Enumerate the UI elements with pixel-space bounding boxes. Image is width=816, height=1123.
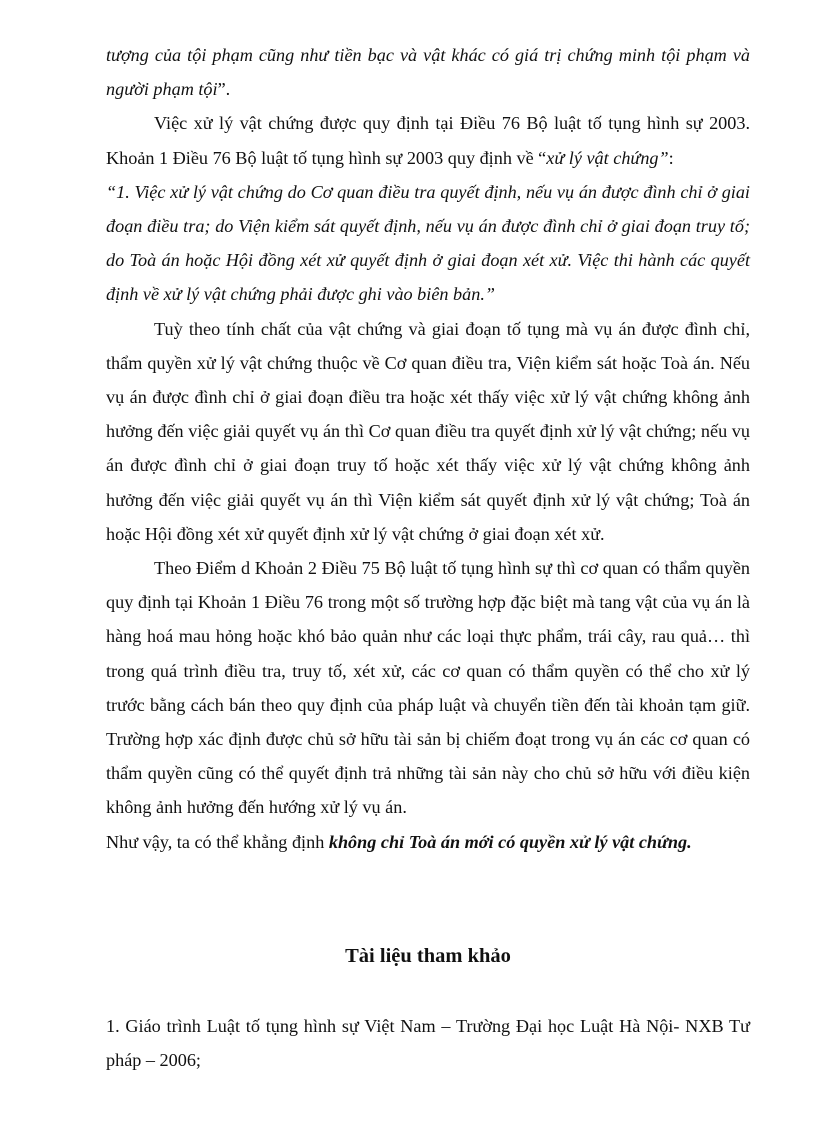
quote-close-mark: ”. [217, 79, 231, 100]
conclusion-emphasis: không chỉ Toà án mới có quyền xử lý vật chứng [328, 831, 688, 852]
reference-item: 1. Giáo trình Luật tố tụng hình sự Việt Nam – Trường Đại học Luật Hà Nội- NXB Tư pháp – 2006; [106, 1015, 750, 1071]
paragraph-article-75: Theo Điểm d Khoản 2 Điều 75 Bộ luật tố tụng hình sự thì cơ quan có thẩm quyền quy định tại Khoản 1 Điều 76 trong một số trường hợp đặc biệt mà tang vật của vụ án là hàng hoá mau hỏng hoặc khó bảo quản như các loại thực phẩm, trái cây, rau quả… thì trong quá trình điều tra, truy tố, xét xử, các cơ quan có thẩm quyền có thể cho xử lý trước bằng cách bán theo quy định của pháp luật và chuyển tiền đến tài khoản tạm giữ. Trường hợp xác định được chủ sở hữu tài sản bị chiếm đoạt trong vụ án các cơ quan có thẩm quyền cũng có thể quyết định trả những tài sản này cho chủ sở hữu với điều kiện không ảnh hưởng đến hướng xử lý vụ án. [106, 558, 750, 818]
quote-text-end: tượng của tội phạm cũng như tiền bạc và vật khác có giá trị chứng minh tội phạm và người phạm tội [106, 45, 750, 100]
paragraph-authority: Tuỳ theo tính chất của vật chứng và giai đoạn tố tụng mà vụ án được đình chỉ, thẩm quyền xử lý vật chứng thuộc về Cơ quan điều tra, Viện kiểm sát hoặc Toà án. Nếu vụ án được đình chỉ ở giai đoạn điều tra hoặc xét thấy việc xử lý vật chứng không ảnh hưởng đến việc giải quyết vụ án thì Cơ quan điều tra quyết định xử lý vật chứng; nếu vụ án được đình chỉ ở giai đoạn truy tố hoặc xét thấy việc xử lý vật chứng không ảnh hưởng đến việc giải quyết vụ án thì Viện kiểm sát quyết định xử lý vật chứng; Toà án hoặc Hội đồng xét xử quyết định xử lý vật chứng ở giai đoạn xét xử. [106, 318, 750, 544]
paragraph-article-76 [106, 106, 750, 174]
article-76-colon: : [668, 147, 674, 168]
conclusion-period: . [687, 831, 692, 852]
article-76-lead: Việc xử lý vật chứng được quy định tại Điều 76 Bộ luật tố tụng hình sự 2003. Khoản 1 Điều 76 Bộ luật tố tụng hình sự 2003 quy định về “ [106, 113, 750, 168]
document-page [106, 38, 750, 1077]
quote-article-76-clause-1: “1. Việc xử lý vật chứng do Cơ quan điều tra quyết định, nếu vụ án được đình chỉ ở giai đoạn điều tra; do Viện kiểm sát quyết định, nếu vụ án được đình chỉ ở giai đoạn truy tố; do Toà án hoặc Hội đồng xét xử quyết định ở giai đoạn xét xử. Việc thi hành các quyết định về xử lý vật chứng phải được ghi vào biên bản.” [106, 181, 750, 305]
references-heading: Tài liệu tham khảo [345, 944, 511, 967]
article-76-term: xử lý vật chứng” [546, 147, 669, 168]
paragraph-quote-end [106, 38, 750, 106]
paragraph-conclusion [106, 825, 750, 859]
conclusion-lead: Như vậy, ta có thể khẳng định [106, 831, 329, 852]
